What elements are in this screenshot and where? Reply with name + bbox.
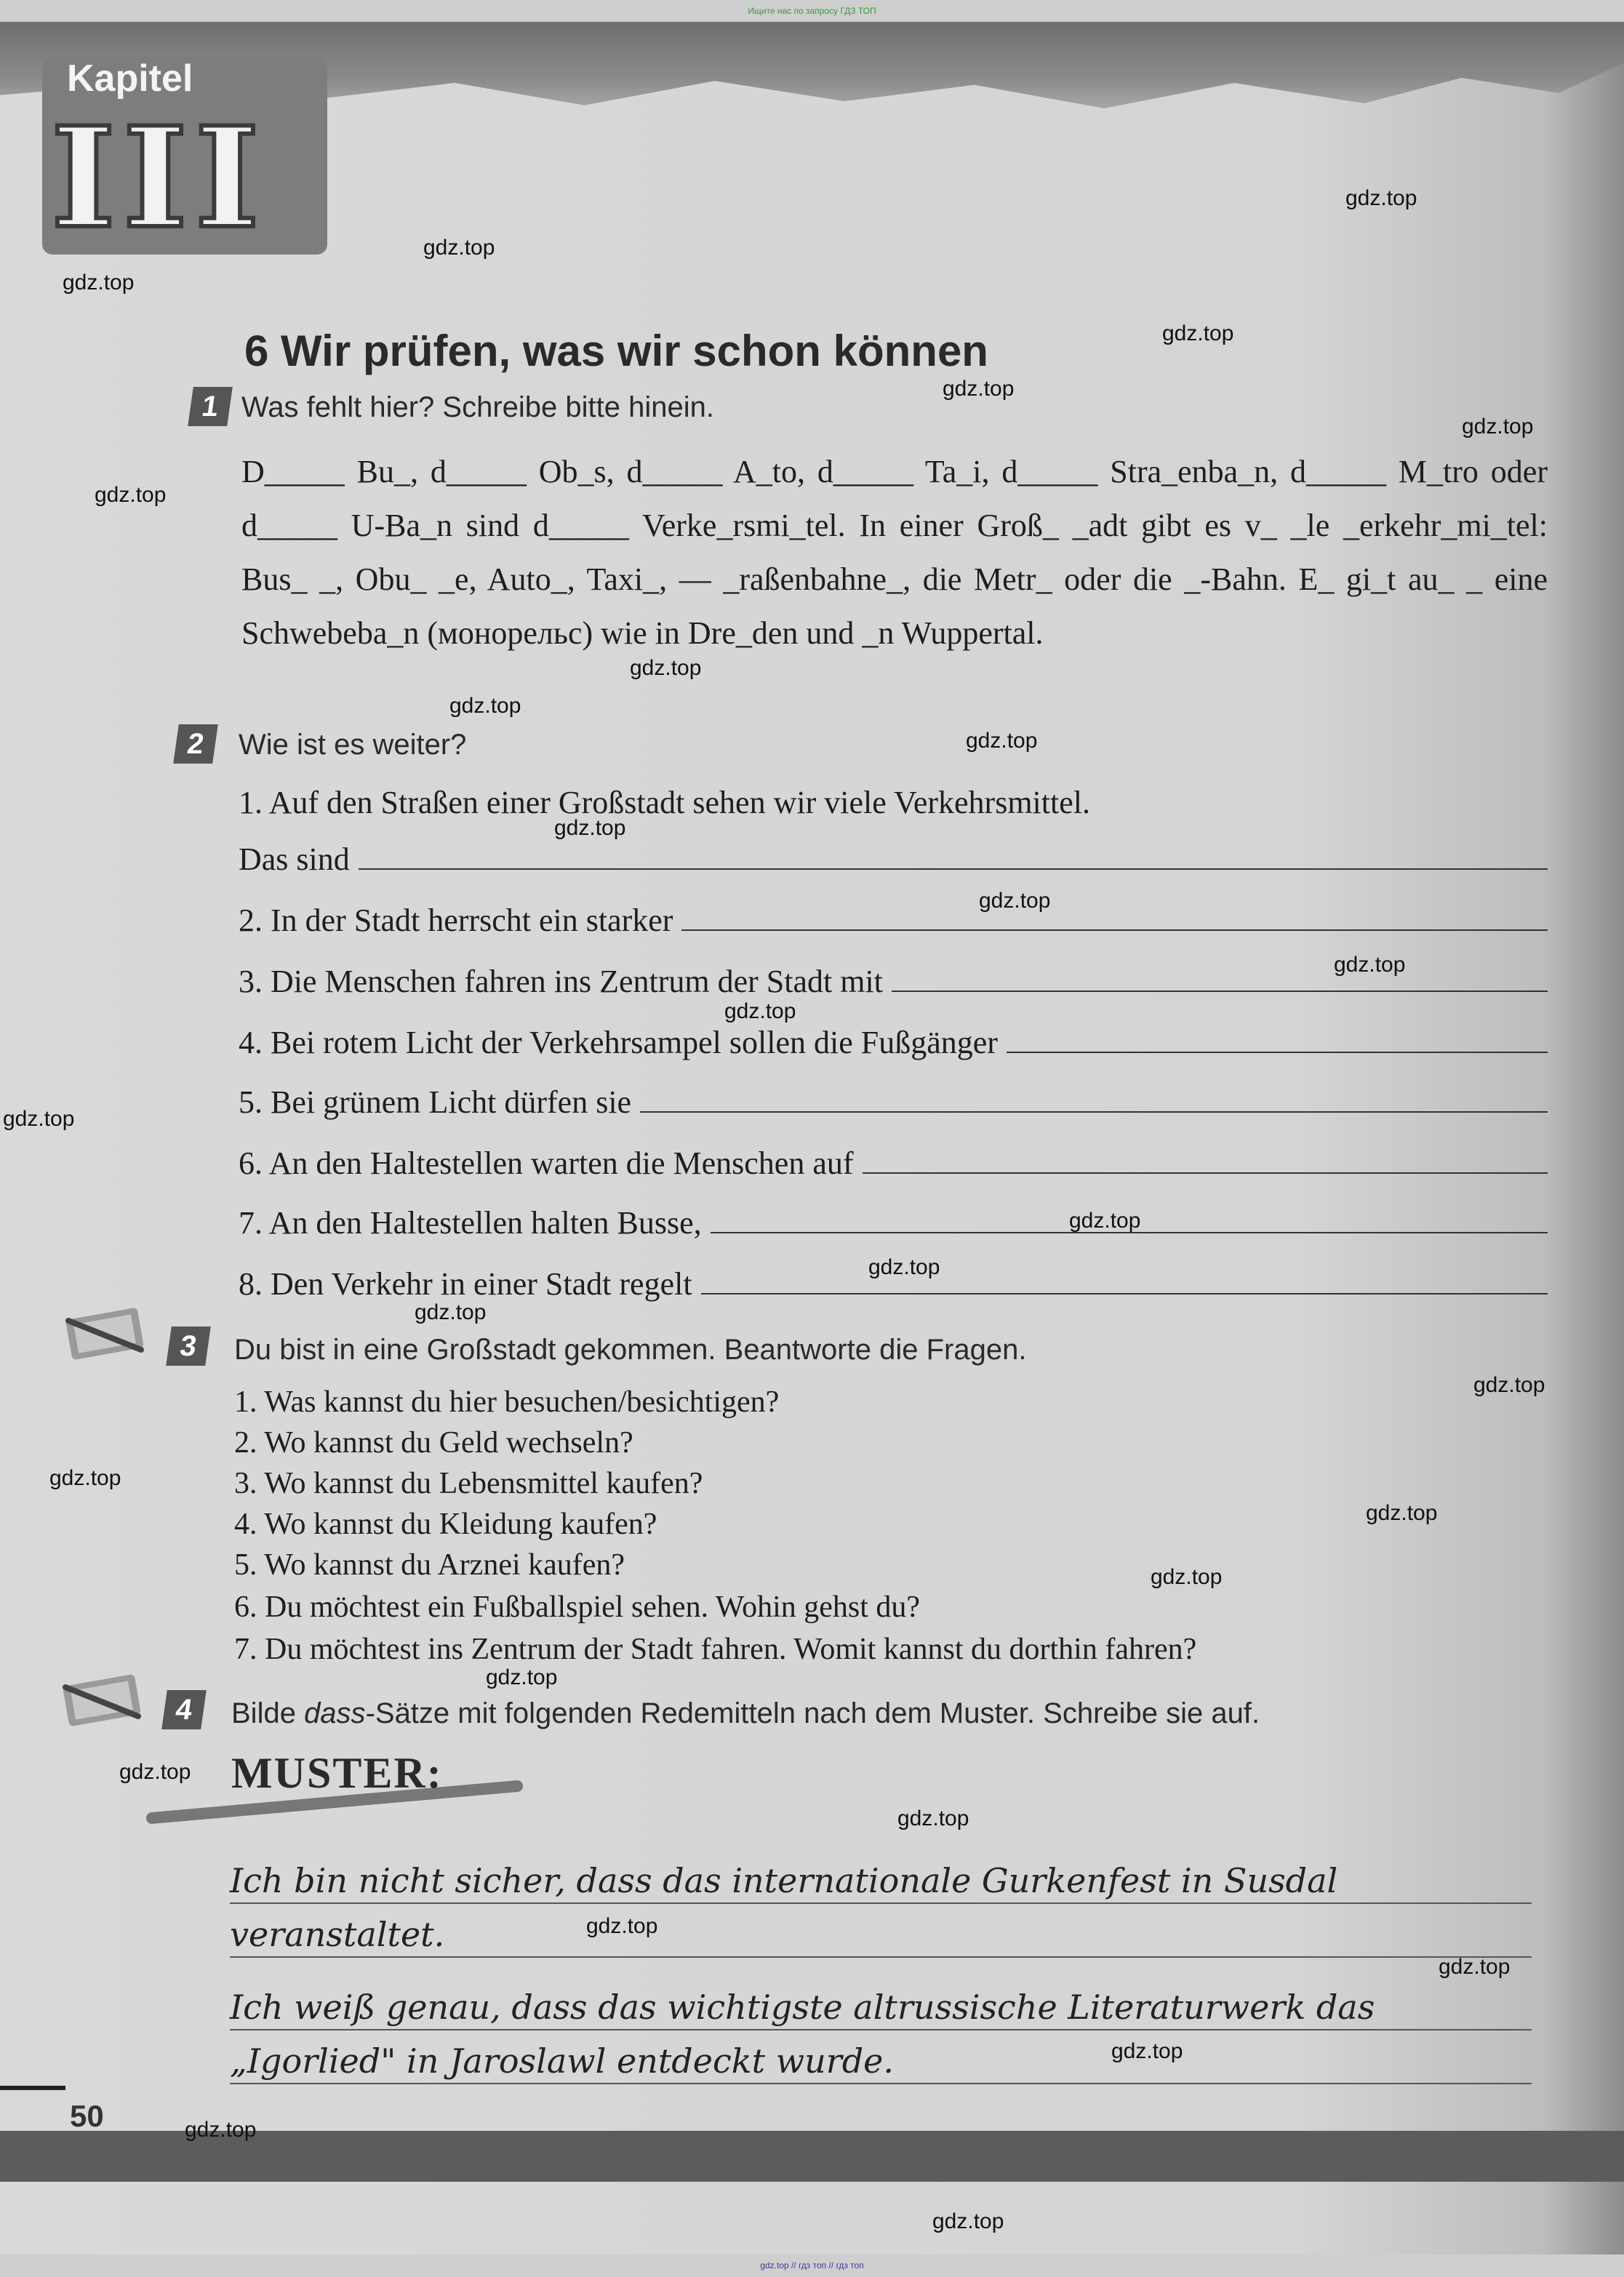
answer-blank[interactable] [640,1088,1548,1113]
watermark: gdz.top [49,1466,121,1490]
watermark: gdz.top [554,816,626,840]
exercise-2-title: Wie ist es weiter? [239,729,467,761]
watermark: gdz.top [1366,1501,1438,1525]
answer-blank[interactable] [1007,1028,1548,1053]
watermark: gdz.top [486,1665,558,1689]
exercise-4-title-post: -Sätze mit folgenden Redemitteln nach dem Muster. Schreibe sie auf. [365,1697,1260,1729]
pencil-notebook-icon [51,1665,153,1731]
watermark: gdz.top [1111,2039,1183,2063]
exercise-2-line-text: 5. Bei grünem Licht dürfen sie [239,1084,632,1120]
watermark: gdz.top [95,483,167,507]
answer-blank[interactable] [863,1149,1548,1174]
watermark: gdz.top [724,999,796,1023]
exercise-2-intro [239,784,1548,821]
exercise-2-line [239,1024,1548,1061]
watermark: gdz.top [1473,1373,1545,1397]
exercise-3-question: 6. Du möchtest ein Fußballspiel sehen. Wohin gehst du? [234,1590,921,1624]
watermark: gdz.top [119,1760,191,1784]
exercise-1-badge: 1 [188,387,233,426]
watermark: gdz.top [630,656,702,680]
watermark: gdz.top [449,694,521,718]
watermark: gdz.top [415,1300,487,1324]
exercise-3-title: Du bist in eine Großstadt gekommen. Beantworte die Fragen. [234,1334,1027,1366]
watermark: gdz.top [868,1255,940,1279]
watermark: gdz.top [966,729,1038,753]
exercise-2-line-text: Das sind [239,841,350,877]
exercise-3-question: 3. Wo kannst du Lebensmittel kaufen? [234,1467,703,1500]
watermark: gdz.top [979,889,1051,913]
exercise-4-title-pre: Bilde [231,1697,305,1729]
exercise-2-line [239,841,1548,878]
watermark: gdz.top [932,2209,1004,2233]
exercise-2-line-text: 7. An den Haltestellen halten Busse, [239,1205,702,1241]
page-number-rule [0,2086,65,2090]
exercise-2-line-text: 4. Bei rotem Licht der Verkehrsampel sollen die Fußgänger [239,1025,998,1060]
exercise-3-question: 5. Wo kannst du Arznei kaufen? [234,1548,625,1582]
exercise-3-question: 1. Was kannst du hier besuchen/besichtigen? [234,1385,780,1419]
bottom-banner[interactable]: gdz.top // гдз топ // гдз топ [760,2260,864,2270]
handwritten-line: Ich weiß genau, dass das wichtigste altrussische Literaturwerk das [230,1985,1532,2030]
kapitel-label: Kapitel [67,57,193,100]
kapitel-number: III [51,97,267,259]
exercise-2-line-text: 3. Die Menschen fahren ins Zentrum der Stadt mit [239,964,883,999]
watermark: gdz.top [1162,321,1234,345]
exercise-4-title [231,1697,1260,1730]
exercise-2-line-text: 6. An den Haltestellen warten die Menschen auf [239,1145,854,1181]
exercise-4-badge: 4 [161,1690,207,1729]
watermark: gdz.top [1345,186,1417,210]
muster-label: MUSTER: [231,1749,443,1797]
top-banner[interactable]: Ищите нас по запросу ГДЗ ТОП [748,6,876,16]
watermark: gdz.top [1462,415,1534,439]
watermark: gdz.top [1334,953,1406,977]
exercise-4-title-em: dass [304,1697,366,1729]
answer-blank[interactable] [359,845,1548,870]
exercise-3-badge: 3 [166,1326,211,1366]
watermark: gdz.top [1069,1209,1141,1233]
exercise-2-line-text: 8. Den Verkehr in einer Stadt regelt [239,1266,692,1302]
exercise-2-line-text: 2. In der Stadt herrscht ein starker [239,903,673,938]
exercise-2-line [239,1084,1548,1121]
exercise-2-intro-text: 1. Auf den Straßen einer Großstadt sehen wir viele Verkehrsmittel. [239,785,1090,820]
section-title: 6 Wir prüfen, was wir schon können [244,327,988,375]
exercise-1-title: Was fehlt hier? Schreibe bitte hinein. [241,391,714,423]
exercise-1-gap-text: D_____ Bu_, d_____ Ob_s, d_____ A_to, d_____ Ta_i, d_____ Stra_enba_n, d_____ M_tro oder d_____ U-Ba_n sind d_____ Verke_rsmi_tel. In einer Groß_ _adt gibt es v_ _le _erkehr_mi_tel: Bus_ _, Obu_ _e, Auto_, Taxi_, — _raßenbahne_, die Metr_ oder die _-Bahn. E_ gi_t au_ _ eine Schwebeba_n (монорельс) wie in Dre_den und _n Wuppertal. [241,454,1548,651]
exercise-3-question: 4. Wo kannst du Kleidung kaufen? [234,1508,657,1541]
answer-blank[interactable] [892,967,1548,992]
watermark: gdz.top [423,236,495,260]
exercise-2-badge: 2 [173,724,218,764]
watermark: gdz.top [63,271,135,295]
watermark: gdz.top [185,2118,257,2142]
watermark: gdz.top [3,1107,75,1131]
handwritten-line: Ich bin nicht sicher, dass das internationale Gurkenfest in Susdal [230,1859,1532,1904]
watermark: gdz.top [586,1914,658,1938]
answer-blank[interactable] [681,906,1548,931]
watermark: gdz.top [897,1806,969,1830]
handwritten-line: veranstaltet. [230,1913,1532,1958]
pencil-notebook-icon [54,1299,156,1364]
watermark: gdz.top [1439,1955,1511,1979]
exercise-3-question: 7. Du möchtest ins Zentrum der Stadt fahren. Womit kannst du dorthin fahren? [234,1633,1197,1666]
exercise-2-line [239,902,1548,939]
handwritten-line: „Igorlied" in Jaroslawl entdeckt wurde. [230,2039,1532,2084]
watermark: gdz.top [943,377,1015,401]
exercise-2-line [239,1204,1548,1241]
exercise-3-question: 2. Wo kannst du Geld wechseln? [234,1426,633,1460]
page-number: 50 [70,2099,104,2133]
exercise-2-line [239,1145,1548,1182]
answer-blank[interactable] [701,1270,1548,1294]
watermark: gdz.top [1151,1565,1223,1589]
